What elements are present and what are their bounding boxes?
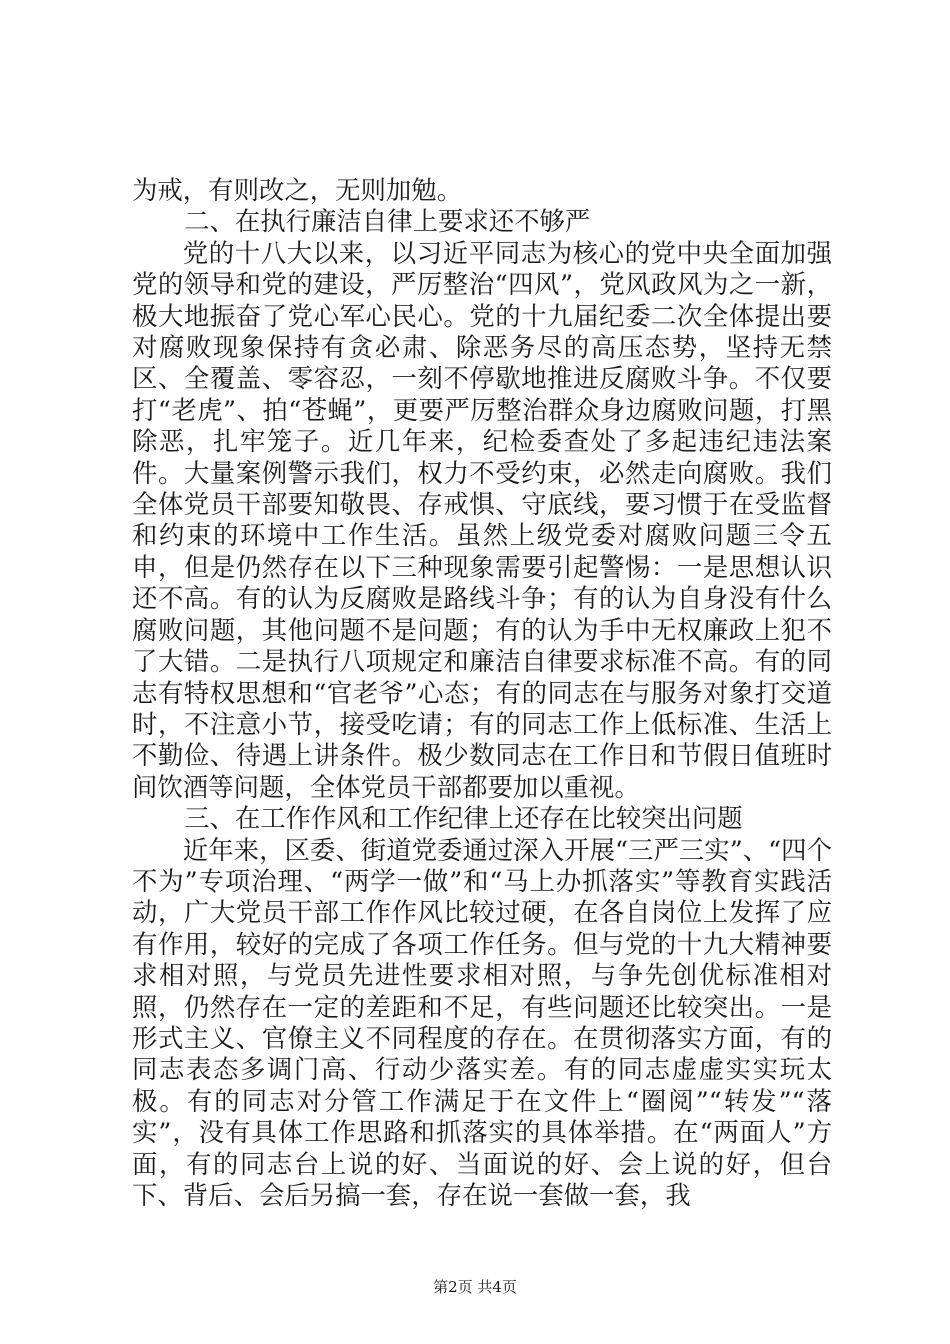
page-footer: 第2页 共4页: [433, 1278, 517, 1296]
section-heading-3: 三、在工作作风和工作纪律上还存在比较突出问题: [184, 803, 743, 834]
paragraph-work-style: 近年来，区委、街道党委通过深入开展“三严三实”、“四个不为”专项治理、“两学一做”和“马上办抓落实”等教育实践活动，广大党员干部工作作风比较过硬，在各自岗位上发挥了应有作用，较好的完成了各项工作任务。但与党的十九大精神要求相对照，与党员先进性要求相对照，与争先创优标准相对照，仍然存在一定的差距和不足，有些问题还比较突出。一是形式主义、官僚主义不同程度的存在。在贯彻落实方面，有的同志表态多调门高、行动少落实差。有的同志虚虚实实玩太极。有的同志对分管工作满足于在文件上“圈阅”“转发”“落实”，没有具体工作思路和抓落实的具体举措。在“两面人”方面，有的同志台上说的好、当面说的好、会上说的好，但台下、背后、会后另搞一套，存在说一套做一套，我: [132, 834, 832, 1210]
paragraph-continuation: 为戒，有则改之，无则加勉。: [132, 175, 463, 205]
document-body: [132, 175, 832, 1211]
section-heading-2: 二、在执行廉洁自律上要求还不够严: [184, 206, 591, 237]
paragraph-integrity: 党的十八大以来，以习近平同志为核心的党中央全面加强党的领导和党的建设，严厉整治“四风”，党风政风为之一新，极大地振奋了党心军心民心。党的十九届纪委二次全体提出要对腐败现象保持有贪必肃、除恶务尽的高压态势，坚持无禁区、全覆盖、零容忍，一刻不停歇地推进反腐败斗争。不仅要打“老虎”、拍“苍蝇”，更要严厉整治群众身边腐败问题，打黑除恶，扎牢笼子。近几年来，纪检委查处了多起违纪违法案件。大量案例警示我们，权力不受约束，必然走向腐败。我们全体党员干部要知敬畏、存戒惧、守底线，要习惯于在受监督和约束的环境中工作生活。虽然上级党委对腐败问题三令五申，但是仍然存在以下三种现象需要引起警惕：一是思想认识还不高。有的认为反腐败是路线斗争；有的认为自身没有什么腐败问题，其他问题不是问题；有的认为手中无权廉政上犯不了大错。二是执行八项规定和廉洁自律要求标准不高。有的同志有特权思想和“官老爷”心态；有的同志在与服务对象打交道时，不注意小节，接受吃请；有的同志工作上低标准、生活上不勤俭、待遇上讲条件。极少数同志在工作日和节假日值班时间饮酒等问题，全体党员干部都要加以重视。: [132, 237, 832, 802]
